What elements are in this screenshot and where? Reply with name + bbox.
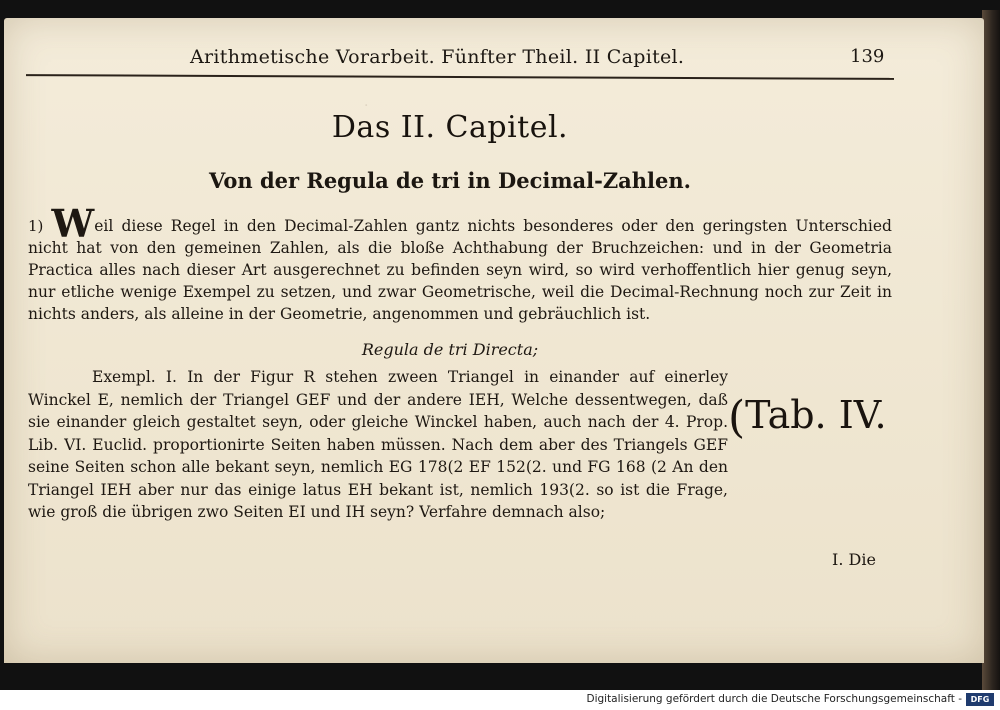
catchword: I. Die	[832, 550, 876, 569]
chapter-heading: Das II. Capitel.	[331, 110, 569, 145]
section-heading: Regula de tri Directa;	[361, 340, 539, 359]
example-1	[28, 366, 892, 524]
page-number: 139	[850, 46, 885, 67]
show-through-text: ·	[364, 98, 369, 114]
margin-note-text: Tab. IV.	[745, 393, 887, 437]
paragraph-1	[28, 201, 892, 325]
brace-glyph: (	[728, 392, 746, 443]
margin-note-plate	[728, 392, 887, 443]
digitization-footer	[0, 690, 1000, 710]
dfg-logo: DFG	[966, 693, 994, 706]
chapter-subtitle: Von der Regula de tri in Decimal-Zahlen.	[209, 168, 691, 193]
footer-credit: Digitalisierung gefördert durch die Deutsche Forschungsgemeinschaft -	[586, 693, 962, 705]
paragraph-number: 1)	[28, 217, 44, 235]
example-1-text: In der Figur R stehen zween Triangel in einander auf einerley Winckel E, nemlich der Triangel GEF und der andere IEH, Welche dessentwegen, daß sie einander gleich gestaltet seyn, oder gleiche Winckel haben, auch nach der 4. Prop. Lib. VI. Euclid. proportionirte Seiten haben müssen. Nach dem aber des Triangels GEF seine Seiten schon alle bekant seyn, nemlich EG 178(2 EF 152(2. und FG 168 (2 An den Triangel IEH aber nur das einige latus EH bekant ist, nemlich 193(2. so ist die Frage, wie groß die übrigen zwo Seiten EI und IH seyn? Verfahre demnach also;	[28, 368, 728, 521]
running-header	[190, 42, 910, 72]
example-label: Exempl. I.	[92, 368, 177, 386]
drop-initial: W	[51, 201, 95, 246]
paragraph-1-text: eil diese Regel in den Decimal-Zahlen gantz nichts besonderes oder den geringsten Unterschied nicht hat von den gemeinen Zahlen, als die bloße Achthabung der Bruchzeichen: und in der Geometria Practica alles nach dieser Art ausgerechnet zu befinden seyn wird, so wird verhoffentlich hier genug seyn, nur etliche wenige Exempel zu setzen, und zwar Geometrische, weil die Decimal-Rechnung noch zur Zeit in nichts anders, als alleine in der Geometrie, angenommen und gebräuchlich ist.	[28, 217, 892, 323]
book-binding	[982, 10, 1000, 690]
running-header-title: Arithmetische Vorarbeit. Fünfter Theil. II Capitel.	[190, 46, 685, 68]
